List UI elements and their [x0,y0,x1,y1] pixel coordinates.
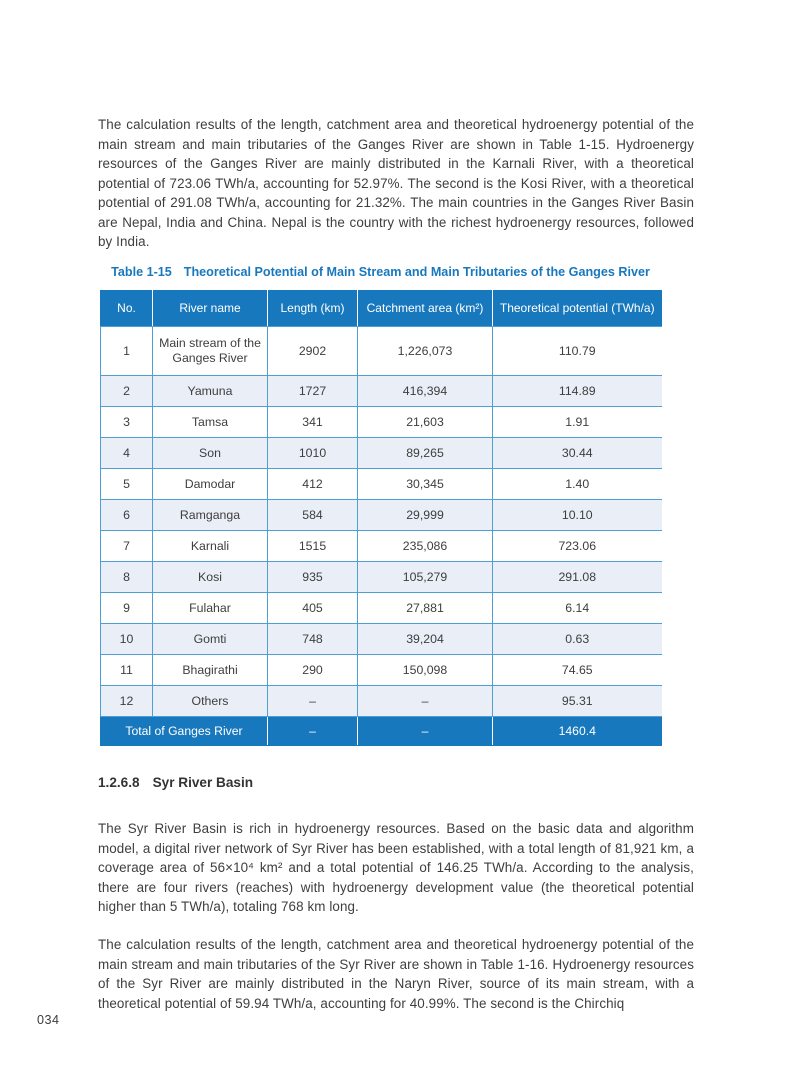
total-label: Total of Ganges River [101,717,268,746]
table-cell: Tamsa [153,407,268,438]
table-cell: 1,226,073 [358,327,493,376]
table-cell: Karnali [153,531,268,562]
table-cell: 10.10 [493,500,662,531]
section-number: 1.2.6.8 [98,775,140,790]
total-cell: – [268,717,358,746]
table-cell: 341 [268,407,358,438]
table-row [101,438,662,469]
table-cell: Gomti [153,624,268,655]
table-cell: 74.65 [493,655,662,686]
table-cell: 1727 [268,376,358,407]
table-cell: 29,999 [358,500,493,531]
total-cell: – [358,717,493,746]
table-cell: 935 [268,562,358,593]
table-cell: 2902 [268,327,358,376]
table-cell: 723.06 [493,531,662,562]
table-cell: 4 [101,438,153,469]
table-cell: 6 [101,500,153,531]
table-cell: 0.63 [493,624,662,655]
table-cell: 412 [268,469,358,500]
table-cell: 1 [101,327,153,376]
table-row [101,327,662,376]
column-header: Theoretical potential (TWh/a) [493,290,662,327]
table-cell: – [358,686,493,717]
table-cell: Others [153,686,268,717]
column-header: River name [153,290,268,327]
column-header: No. [101,290,153,327]
table-cell: 150,098 [358,655,493,686]
column-header: Length (km) [268,290,358,327]
table-cell: 30,345 [358,469,493,500]
table-caption-text: Theoretical Potential of Main Stream and Main Tributaries of the Ganges River [183,265,650,279]
page-number: 034 [37,1013,60,1027]
table-cell: 1.40 [493,469,662,500]
table-cell: 5 [101,469,153,500]
table-cell: Damodar [153,469,268,500]
table-cell: 105,279 [358,562,493,593]
table-cell: Kosi [153,562,268,593]
table-cell: 2 [101,376,153,407]
table-row [101,686,662,717]
table-caption [100,265,661,279]
table-cell: 235,086 [358,531,493,562]
table-cell: 1010 [268,438,358,469]
table-cell: 39,204 [358,624,493,655]
table-cell: 10 [101,624,153,655]
paragraph-syr-basin: The Syr River Basin is rich in hydroenergy resources. Based on the basic data and algorithm model, a digital river network of Syr River has been established, with a total length of 81,921 km, a coverage area of 56×10⁴ km² and a total potential of 146.25 TWh/a. According to the analysis, there are four rivers (reaches) with hydroenergy development value (the theoretical potential higher than 5 TWh/a), totaling 768 km long. [98,821,694,915]
table-cell: Fulahar [153,593,268,624]
table-cell: 12 [101,686,153,717]
table-cell: 290 [268,655,358,686]
table-cell: 1.91 [493,407,662,438]
table-cell: 3 [101,407,153,438]
section-title: Syr River Basin [152,775,254,790]
table-cell: Ramganga [153,500,268,531]
table-cell: 405 [268,593,358,624]
table-caption-label: Table 1-15 [111,265,172,279]
table-cell: 6.14 [493,593,662,624]
table-cell: 11 [101,655,153,686]
table-row [101,469,662,500]
table-cell: 9 [101,593,153,624]
table-row [101,376,662,407]
table-cell: Son [153,438,268,469]
table-cell: 95.31 [493,686,662,717]
table-cell: 8 [101,562,153,593]
paragraph-syr-results: The calculation results of the length, catchment area and theoretical hydroenergy potential of the main stream and main tributaries of the Syr River are shown in Table 1-16. Hydroenergy resources of the Syr River are mainly distributed in the Naryn River, source of its main stream, with a theoretical potential of 59.94 TWh/a, accounting for 40.99%. The second is the Chirchiq [98,937,694,1011]
column-header: Catchment area (km²) [358,290,493,327]
table-cell: – [268,686,358,717]
table-header [101,290,662,327]
table-cell: 110.79 [493,327,662,376]
table-cell: 291.08 [493,562,662,593]
table-cell: Yamuna [153,376,268,407]
section-heading [98,775,253,790]
total-cell: 1460.4 [493,717,662,746]
table-body [101,327,662,717]
table-row [101,500,662,531]
table-cell: 416,394 [358,376,493,407]
table-cell: 1515 [268,531,358,562]
paragraph-ganges-results: The calculation results of the length, catchment area and theoretical hydroenergy potential of the main stream and main tributaries of the Ganges River are shown in Table 1-15. Hydroenergy resources of the Ganges River are mainly distributed in the Karnali River, with a theoretical potential of 723.06 TWh/a, accounting for 52.97%. The second is the Kosi River, with a theoretical potential of 291.08 TWh/a, accounting for 21.32%. The main countries in the Ganges River Basin are Nepal, India and China. Nepal is the country with the richest hydroenergy resources, followed by India. [98,117,694,250]
table-cell: 748 [268,624,358,655]
table-cell: 21,603 [358,407,493,438]
table-row [101,407,662,438]
table-row [101,593,662,624]
table-cell: 27,881 [358,593,493,624]
table-cell: Main stream of the Ganges River [153,327,268,376]
table-cell: 7 [101,531,153,562]
table-total-row [101,717,662,746]
table-cell: 114.89 [493,376,662,407]
table-total [101,717,662,746]
ganges-river-table [100,290,662,746]
table-cell: 30.44 [493,438,662,469]
table-row [101,531,662,562]
table-cell: 584 [268,500,358,531]
table-header-row [101,290,662,327]
table-cell: 89,265 [358,438,493,469]
table-cell: Bhagirathi [153,655,268,686]
table-row [101,624,662,655]
table-row [101,562,662,593]
table-row [101,655,662,686]
